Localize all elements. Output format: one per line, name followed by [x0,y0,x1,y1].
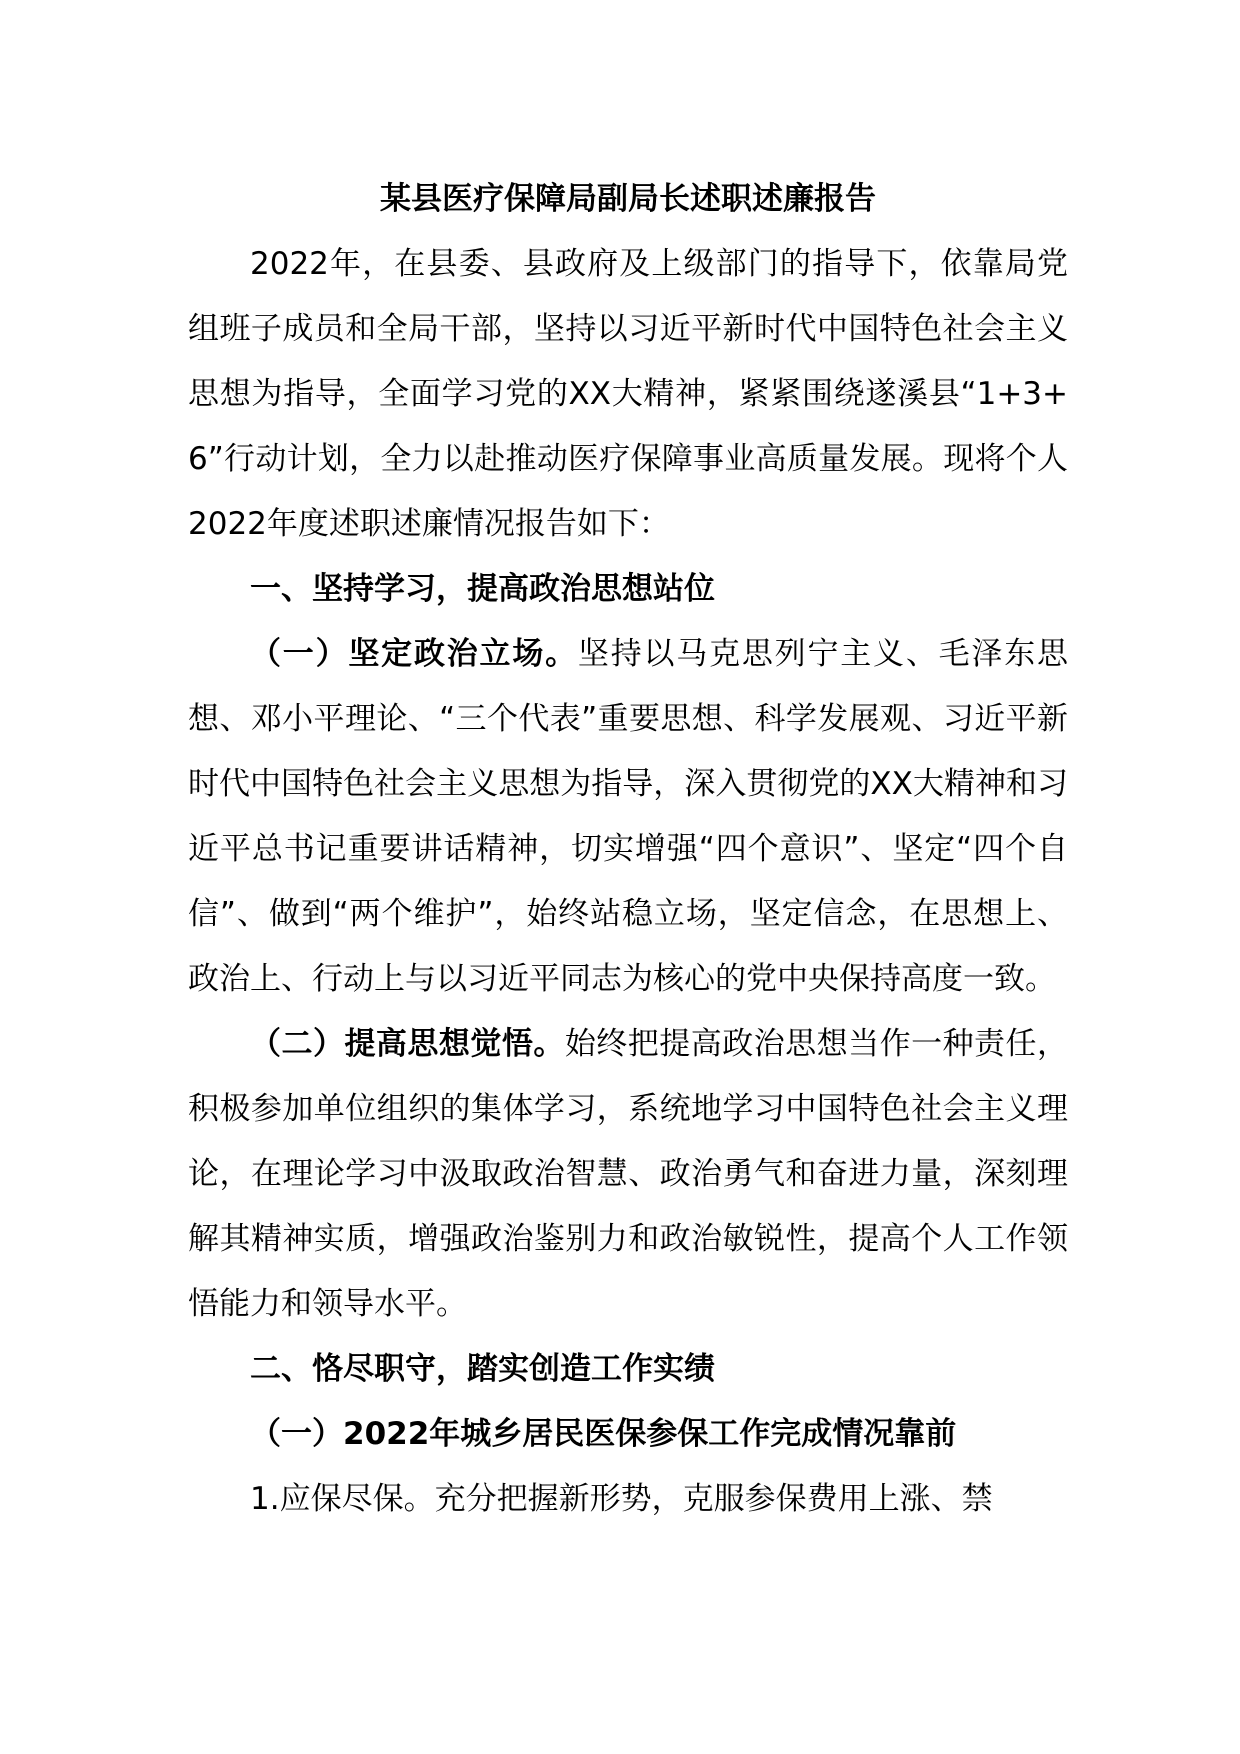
section1-item1-paragraph [188,622,1068,1012]
section1-item2-text: 始终把提高政治思想当作一种责任，积极参加单位组织的集体学习，系统地学习中国特色社会主义理论，在理论学习中汲取政治智慧、政治勇气和奋进力量，深刻理解其精神实质，增强政治鉴别力和政治敏锐性，提高个人工作领悟能力和领导水平。 [188,1026,1069,1322]
document-title: 某县医疗保障局副局长述职述廉报告 [380,181,876,217]
section-heading-1: 一、坚持学习，提高政治思想站位 [250,571,715,607]
section1-item1-text: 坚持以马克思列宁主义、毛泽东思想、邓小平理论、“三个代表”重要思想、科学发展观、习近平新时代中国特色社会主义思想为指导，深入贯彻党的XX大精神和习近平总书记重要讲话精神，切实增强“四个意识”、坚定“四个自信”、做到“两个维护”，始终站稳立场，坚定信念，在思想上、政治上、行动上与以习近平同志为核心的党中央保持高度一致。 [188,636,1069,997]
section2-subheading: （一）2022年城乡居民医保参保工作完成情况靠前 [250,1416,957,1452]
section1-item1-lead: （一）坚定政治立场。 [250,636,578,672]
section2-item1-paragraph: 1.应保尽保。充分把握新形势，克服参保费用上涨、禁 [250,1481,993,1517]
section-heading-2: 二、恪尽职守，踏实创造工作实绩 [250,1351,715,1387]
document-body [188,166,1068,1532]
intro-paragraph: 2022年，在县委、县政府及上级部门的指导下，依靠局党组班子成员和全局干部，坚持以习近平新时代中国特色社会主义思想为指导，全面学习党的XX大精神，紧紧围绕遂溪县“1+3+6”行动计划，全力以赴推动医疗保障事业高质量发展。现将个人2022年度述职述廉情况报告如下： [188,246,1068,542]
section1-item2-paragraph [188,1012,1068,1337]
section1-item2-lead: （二）提高思想觉悟。 [250,1026,565,1062]
